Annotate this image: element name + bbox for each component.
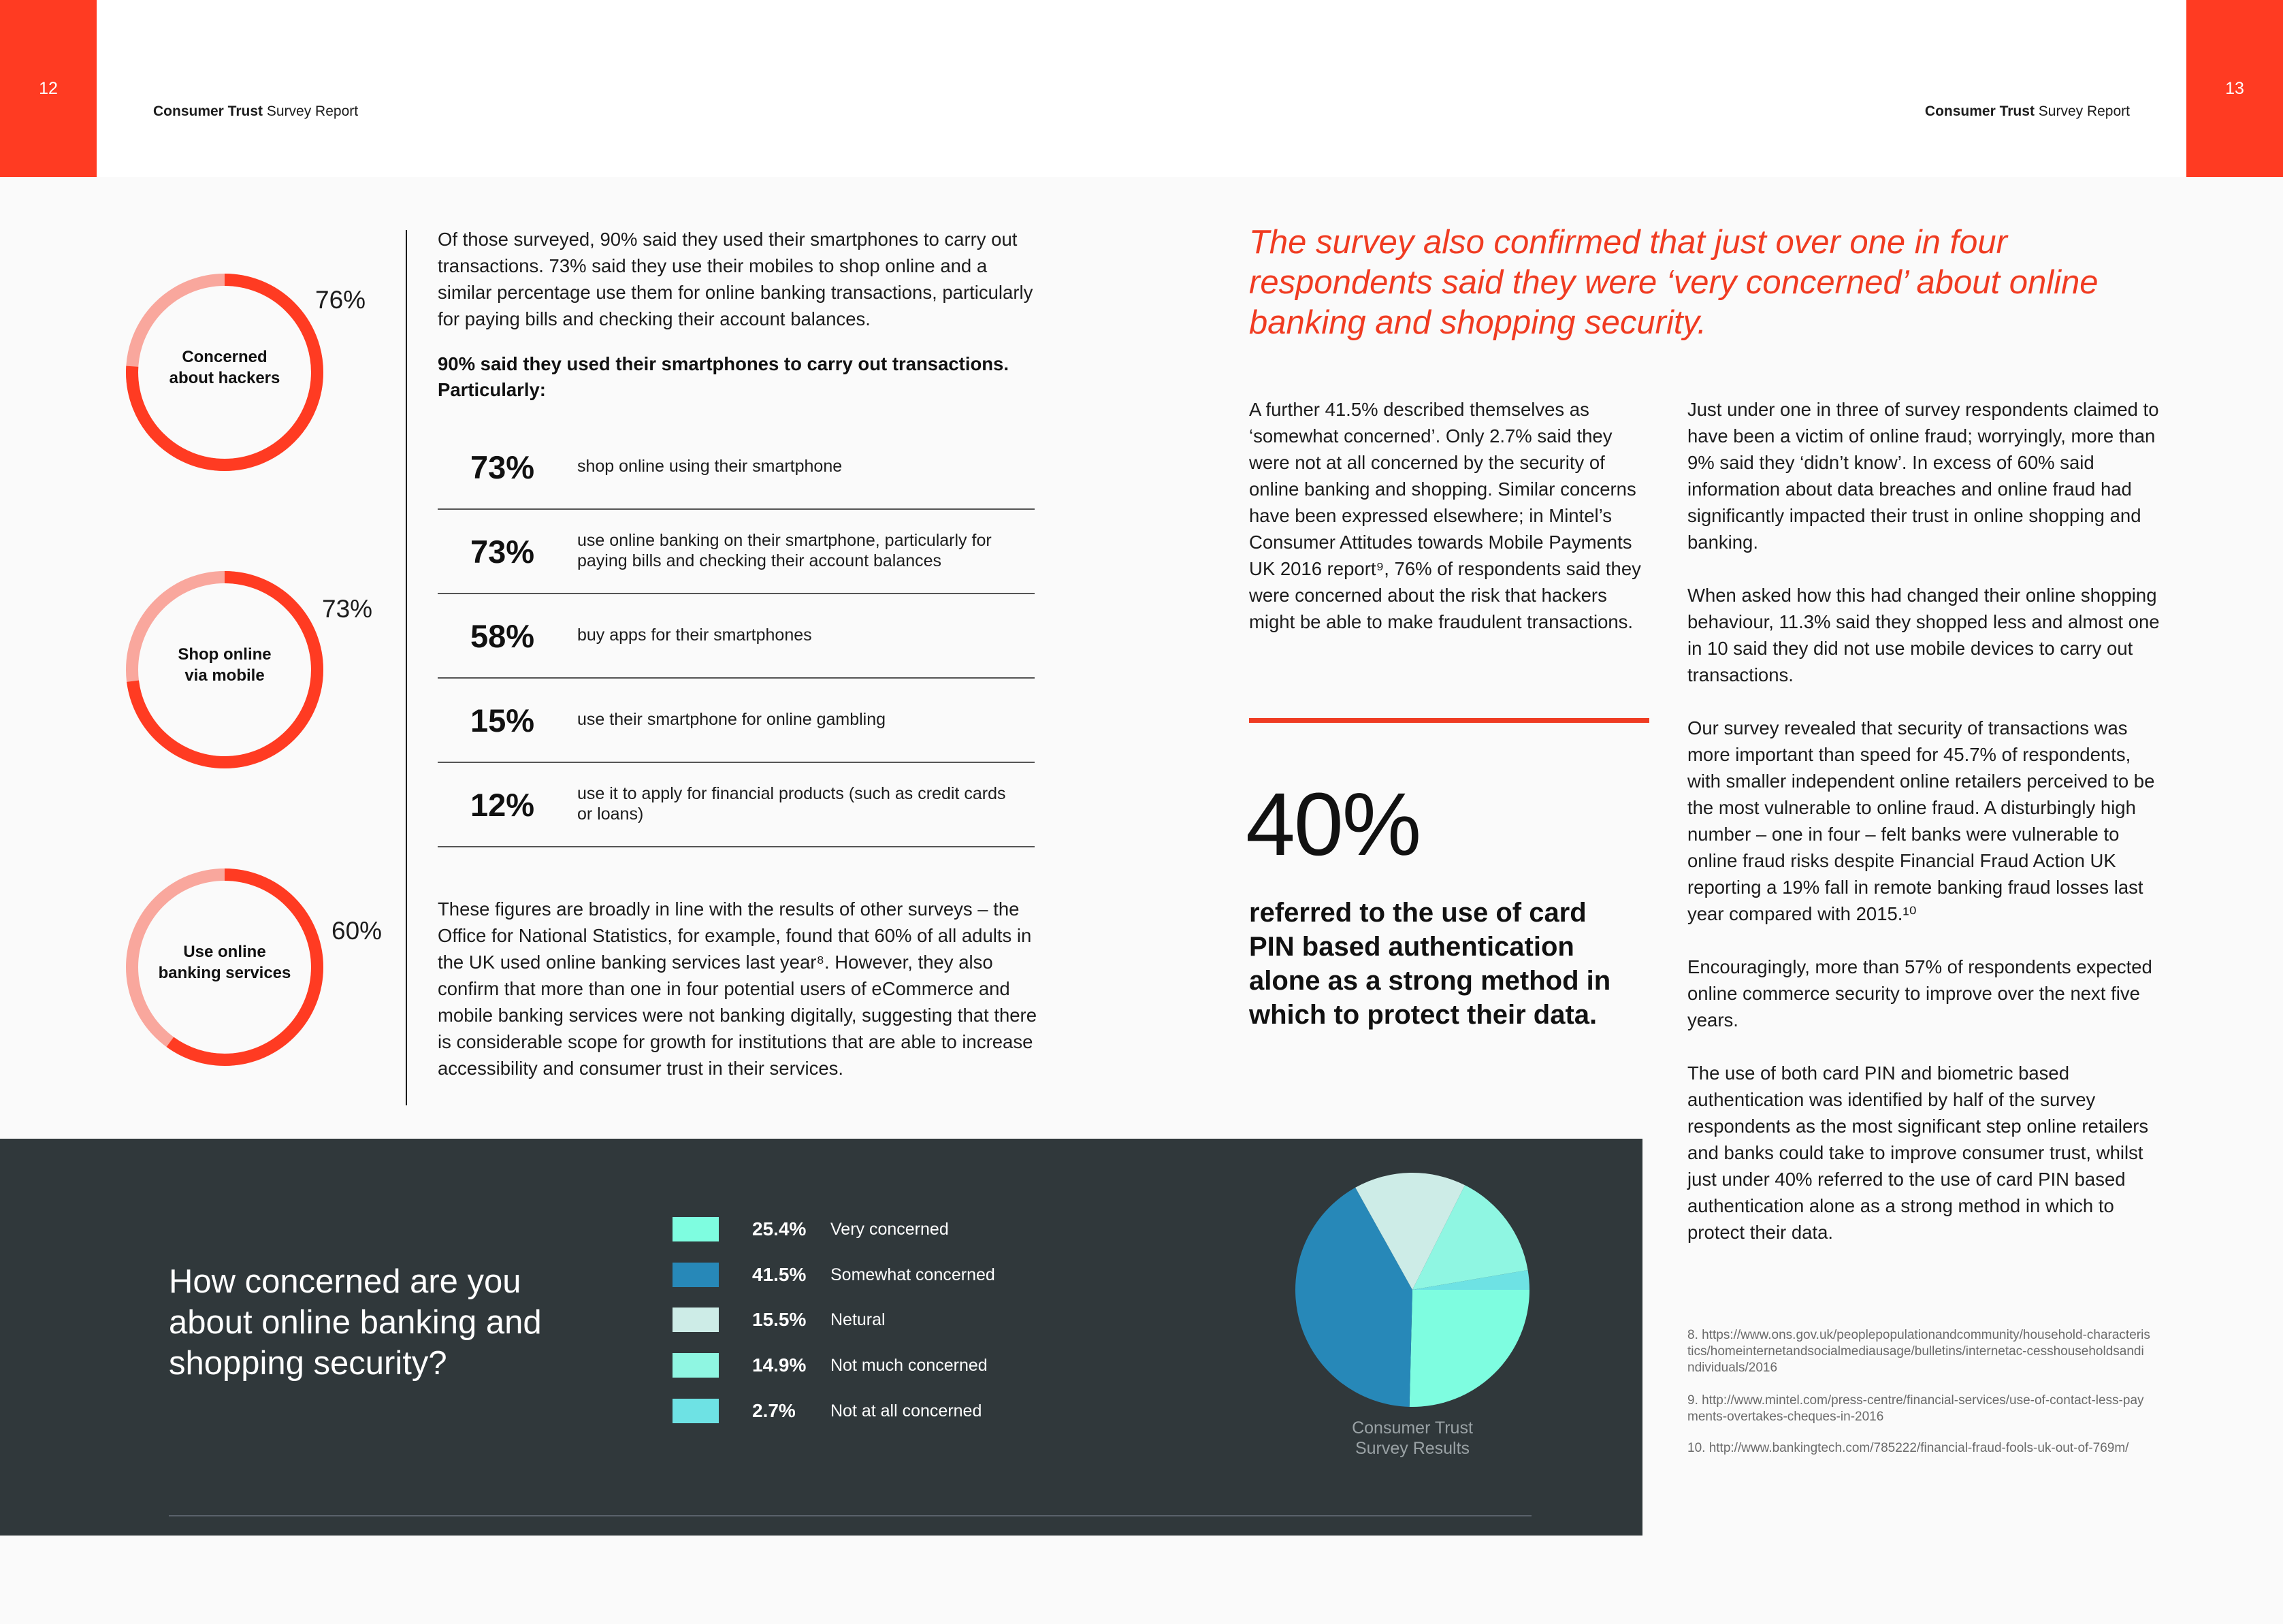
survey-question: How concerned are you about online banking and shopping security? [169, 1263, 542, 1382]
legend-swatch [673, 1263, 719, 1287]
legend-label: Somewhat concerned [830, 1265, 995, 1284]
stat-description: use it to apply for financial products (such as credit cards or loans) [577, 784, 1006, 824]
donut-percent: 76% [315, 286, 366, 314]
footnote: 10. http://www.bankingtech.com/785222/financial-fraud-fools-uk-out-of-769m/ [1687, 1441, 2129, 1455]
intro-bold: 90% said they used their smartphones to carry out transactions. Particularly: [438, 353, 1009, 400]
left-running-head: Consumer Trust Survey Report [153, 103, 359, 119]
stat-row [438, 763, 1035, 847]
closing-paragraph: These figures are broadly in line with the results of other surveys – the Office for National Statistics, for example, found that 60% of all adults in the UK used online banking services last year⁸. However, they also confirm that more than one in four potential users of eCommerce and mobile banking services were not banking digitally, suggesting that there is considerable scope for growth for institutions that are able to increase accessibility and consumer trust in their services. [438, 898, 1037, 1079]
stat-percent: 15% [470, 702, 535, 738]
stat-percent: 73% [470, 534, 535, 570]
right-paragraph: Just under one in three of survey respondents claimed to have been a victim of online fraud; worryingly, more than 9% said they ‘didn’t know’. In excess of 60% said information about data breaches and online fraud had significantly impacted their trust in online shopping and banking. [1687, 399, 2159, 553]
right-paragraph: The use of both card PIN and biometric based authentication was identified by half of the survey respondents as the most significant step online retailers and banks could take to improve consumer trust, whilst just under 40% referred to the use of card PIN based authentication alone as a strong method in which to protect their data. [1687, 1062, 2149, 1243]
column-divider [406, 230, 407, 1105]
pie-caption: Consumer Trust Survey Results [1352, 1418, 1473, 1458]
right-paragraph: Our survey revealed that security of transactions was more important than speed for 45.7% of respondents, with smaller independent online retailers perceived to be the most vulnerable to online fraud. A disturbingly high number – one in four – felt banks were vulnerable to online fraud risks despite Financial Fraud Action UK reporting a 19% fall in remote banking fraud losses last year compared with 2015.¹⁰ [1687, 717, 2155, 924]
right-paragraph: Encouragingly, more than 57% of respondents expected online commerce security to improve over the next five years. [1687, 956, 2152, 1030]
legend-label: Netural [830, 1310, 886, 1329]
footnote: 9. http://www.mintel.com/press-centre/financial-services/use-of-contact-less-payments-overtakes-cheques-in-2016 [1687, 1393, 2144, 1424]
pie-slice-0 [1410, 1290, 1529, 1407]
stat-description: shop online using their smartphone [577, 457, 843, 476]
legend-swatch [673, 1353, 719, 1378]
stat-percent: 73% [470, 449, 535, 485]
right-page-number: 13 [2186, 0, 2283, 177]
big-stat-text: referred to the use of card PIN based authentication alone as a strong method in which to protect their data. [1249, 898, 1611, 1030]
legend-label: Not much concerned [830, 1356, 988, 1375]
accent-rule [1249, 718, 1649, 723]
intro-paragraph: Of those surveyed, 90% said they used their smartphones to carry out transactions. 73% said they use their mobiles to shop online and a similar percentage use them for online banking transactions, particularly for paying bills and checking their account balances. [438, 229, 1033, 329]
panel-divider [169, 1515, 1532, 1516]
legend-value: 15.5% [752, 1309, 807, 1330]
footnote: 8. https://www.ons.gov.uk/peoplepopulationandcommunity/household-characteristics/homeinternetandsocialmediausage/bulletins/internetac-cesshouseholdsandindividuals/2016 [1687, 1328, 2150, 1375]
stat-description: use their smartphone for online gambling [577, 710, 886, 729]
legend-label: Very concerned [830, 1220, 949, 1239]
right-paragraph: When asked how this had changed their online shopping behaviour, 11.3% said they shopped less and almost one in 10 said they did not use mobile devices to carry out transactions. [1687, 585, 2160, 685]
divider [438, 846, 1035, 847]
donut-percent: 73% [322, 595, 373, 623]
pull-quote: The survey also confirmed that just over one in four respondents said they were ‘very concerned’ about online banking and shopping security. [1249, 224, 2099, 341]
big-stat-value: 40% [1246, 774, 1421, 874]
legend-value: 2.7% [752, 1400, 796, 1421]
donut-chart-shop-mobile [123, 568, 327, 772]
stat-row [438, 594, 1035, 679]
stat-row [438, 510, 1035, 594]
donut-label: Use online banking services [158, 943, 291, 982]
stat-percent: 58% [470, 618, 535, 654]
legend-swatch [673, 1308, 719, 1332]
middle-paragraph: A further 41.5% described themselves as ‘somewhat concerned’. Only 2.7% said they were not at all concerned by the security of online banking and shopping. Similar concerns have been expressed elsewhere; in Mintel’s Consumer Attitudes towards Mobile Payments UK 2016 report⁹, 76% of respondents said they were concerned about the risk that hackers might be able to make fraudulent transactions. [1249, 399, 1641, 632]
legend-swatch [673, 1399, 719, 1423]
stat-description: buy apps for their smartphones [577, 626, 812, 645]
stat-percent: 12% [470, 787, 535, 823]
donut-percent: 60% [331, 917, 383, 945]
stat-description: use online banking on their smartphone, particularly for paying bills and checking their account balances [577, 531, 992, 570]
right-column [1687, 396, 2167, 1246]
pie-chart [1293, 1171, 1532, 1409]
legend-label: Not at all concerned [830, 1401, 982, 1420]
stat-row [438, 425, 1035, 510]
legend-value: 41.5% [752, 1264, 807, 1285]
donut-label: Concerned about hackers [169, 348, 280, 387]
left-page-number: 12 [0, 0, 97, 177]
legend-swatch [673, 1217, 719, 1241]
page-header [0, 0, 2283, 177]
donut-label: Shop online via mobile [178, 645, 272, 685]
donut-chart-online-banking [123, 865, 327, 1069]
stat-row [438, 679, 1035, 763]
donut-chart-hackers [123, 270, 327, 474]
legend-value: 14.9% [752, 1354, 807, 1376]
legend-value: 25.4% [752, 1218, 807, 1239]
right-running-head: Consumer Trust Survey Report [1924, 103, 2130, 119]
